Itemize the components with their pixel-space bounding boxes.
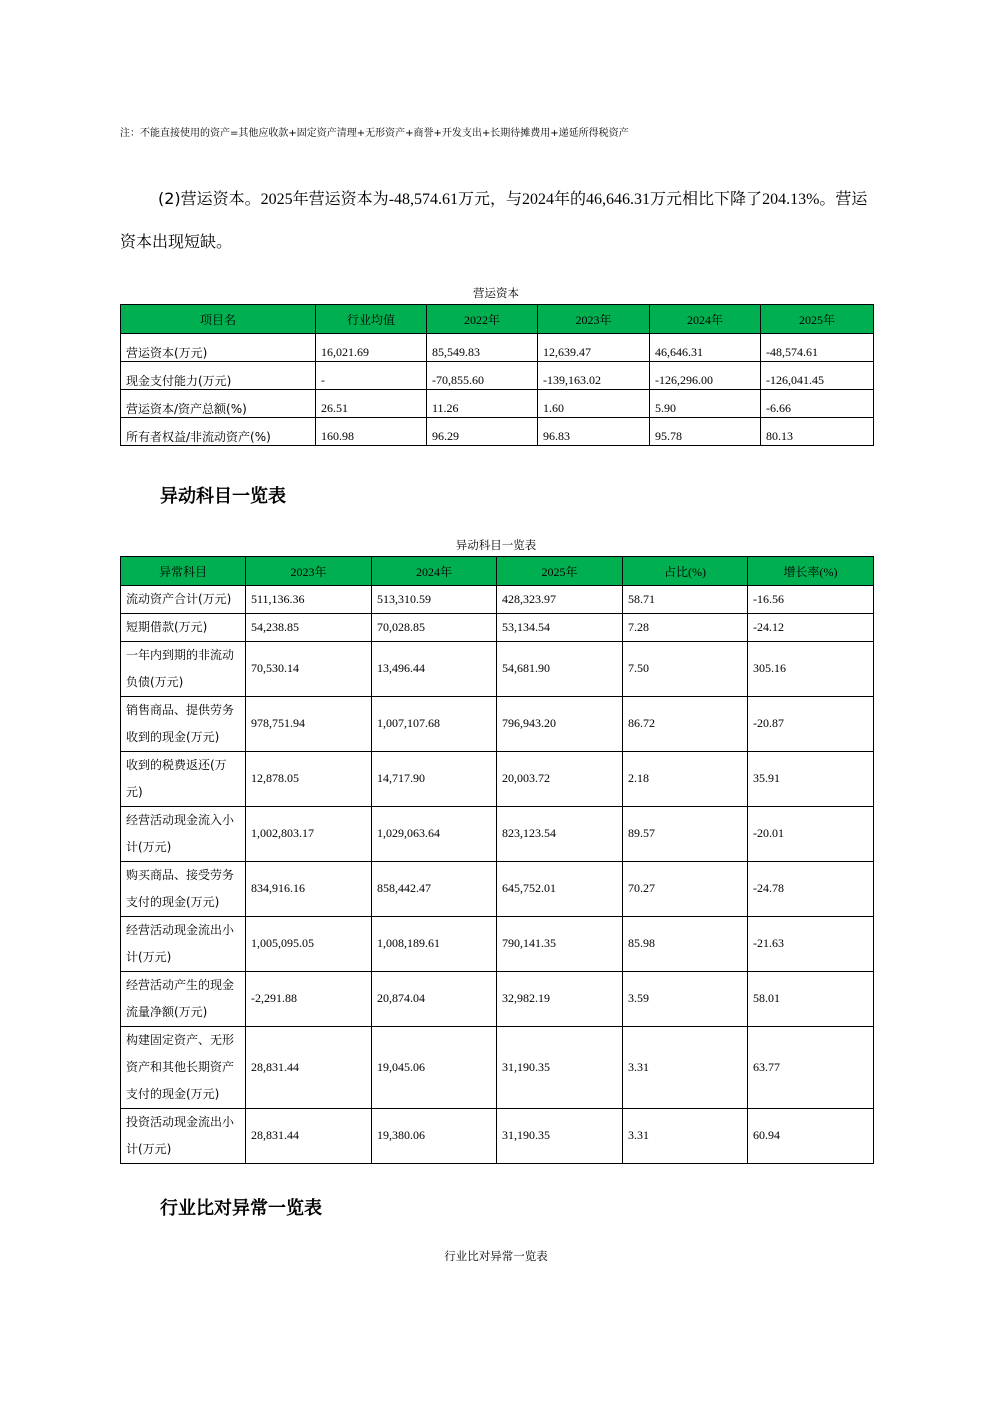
row-label: 购买商品、接受劳务支付的现金(万元) xyxy=(121,862,246,917)
header-cell: 2023年 xyxy=(246,557,372,586)
header-cell: 异常科目 xyxy=(121,557,246,586)
table-row xyxy=(121,362,874,390)
cell: 28,831.44 xyxy=(246,1027,372,1109)
cell: -16.56 xyxy=(748,586,874,614)
table-row xyxy=(121,1027,874,1109)
cell: 5.90 xyxy=(650,390,761,418)
cell: 978,751.94 xyxy=(246,697,372,752)
row-label: 所有者权益/非流动资产(%) xyxy=(121,418,316,446)
cell: 160.98 xyxy=(316,418,427,446)
cell: -20.87 xyxy=(748,697,874,752)
row-label: 一年内到期的非流动负债(万元) xyxy=(121,642,246,697)
working-capital-table xyxy=(120,304,874,446)
cell: 823,123.54 xyxy=(497,807,623,862)
table-row xyxy=(121,972,874,1027)
cell: 31,190.35 xyxy=(497,1109,623,1164)
cell: 3.31 xyxy=(623,1109,748,1164)
header-cell: 2024年 xyxy=(372,557,497,586)
table-row xyxy=(121,334,874,362)
cell: 645,752.01 xyxy=(497,862,623,917)
row-label: 经营活动现金流出小计(万元) xyxy=(121,917,246,972)
cell: 54,681.90 xyxy=(497,642,623,697)
cell: -20.01 xyxy=(748,807,874,862)
cell: 2.18 xyxy=(623,752,748,807)
cell: 70,530.14 xyxy=(246,642,372,697)
cell: 858,442.47 xyxy=(372,862,497,917)
table2-caption: 异动科目一览表 xyxy=(455,538,537,552)
cell: 96.83 xyxy=(538,418,650,446)
table-row xyxy=(121,752,874,807)
cell: -24.78 xyxy=(748,862,874,917)
table-row xyxy=(121,697,874,752)
para-prefix: (2)营运资本。 xyxy=(158,189,261,208)
working-capital-paragraph xyxy=(120,178,872,263)
header-cell: 2025年 xyxy=(761,305,874,334)
header-cell: 占比(%) xyxy=(623,557,748,586)
cell: 1,029,063.64 xyxy=(372,807,497,862)
cell: 70.27 xyxy=(623,862,748,917)
cell: -126,296.00 xyxy=(650,362,761,390)
row-label: 现金支付能力(万元) xyxy=(121,362,316,390)
cell: 86.72 xyxy=(623,697,748,752)
row-label: 投资活动现金流出小计(万元) xyxy=(121,1109,246,1164)
cell: 96.29 xyxy=(427,418,538,446)
table3-caption: 行业比对异常一览表 xyxy=(444,1249,548,1263)
row-label: 收到的税费返还(万元) xyxy=(121,752,246,807)
cell: - xyxy=(316,362,427,390)
cell: -70,855.60 xyxy=(427,362,538,390)
cell: 20,003.72 xyxy=(497,752,623,807)
cell: 35.91 xyxy=(748,752,874,807)
cell: 46,646.31 xyxy=(650,334,761,362)
para-percent: 204.13% xyxy=(762,191,820,208)
cell: 16,021.69 xyxy=(316,334,427,362)
header-cell: 项目名 xyxy=(121,305,316,334)
cell: 1,005,095.05 xyxy=(246,917,372,972)
asset-note: 注：不能直接使用的资产=其他应收款+固定资产清理+无形资产+商誉+开发支出+长期待摊费用+递延所得税资产 xyxy=(120,128,629,139)
para-value2: 46,646.31 xyxy=(586,191,651,208)
cell: 834,916.16 xyxy=(246,862,372,917)
cell: -24.12 xyxy=(748,614,874,642)
table-row xyxy=(121,642,874,697)
cell: 19,045.06 xyxy=(372,1027,497,1109)
row-label: 经营活动现金流入小计(万元) xyxy=(121,807,246,862)
cell: 28,831.44 xyxy=(246,1109,372,1164)
cell: 63.77 xyxy=(748,1027,874,1109)
row-label: 营运资本/资产总额(%) xyxy=(121,390,316,418)
table-row xyxy=(121,807,874,862)
section-heading-industry: 行业比对异常一览表 xyxy=(160,1198,322,1219)
table1-caption: 营运资本 xyxy=(473,286,519,300)
cell: 20,874.04 xyxy=(372,972,497,1027)
cell: 70,028.85 xyxy=(372,614,497,642)
cell: 58.71 xyxy=(623,586,748,614)
table-header-row xyxy=(121,305,874,334)
cell: 790,141.35 xyxy=(497,917,623,972)
cell: 89.57 xyxy=(623,807,748,862)
cell: 58.01 xyxy=(748,972,874,1027)
cell: 95.78 xyxy=(650,418,761,446)
cell: 13,496.44 xyxy=(372,642,497,697)
cell: 3.59 xyxy=(623,972,748,1027)
row-label: 销售商品、提供劳务收到的现金(万元) xyxy=(121,697,246,752)
cell: 1,002,803.17 xyxy=(246,807,372,862)
cell: 7.28 xyxy=(623,614,748,642)
para-year2: 2024 xyxy=(522,191,555,208)
cell: 1.60 xyxy=(538,390,650,418)
cell: 12,878.05 xyxy=(246,752,372,807)
header-cell: 行业均值 xyxy=(316,305,427,334)
header-cell: 2023年 xyxy=(538,305,650,334)
row-label: 经营活动产生的现金流量净额(万元) xyxy=(121,972,246,1027)
para-text2: 万元，与 xyxy=(458,189,523,208)
cell: 3.31 xyxy=(623,1027,748,1109)
table-row xyxy=(121,862,874,917)
cell: -21.63 xyxy=(748,917,874,972)
cell: 32,982.19 xyxy=(497,972,623,1027)
table-row xyxy=(121,586,874,614)
row-label: 构建固定资产、无形资产和其他长期资产支付的现金(万元) xyxy=(121,1027,246,1109)
cell: 85,549.83 xyxy=(427,334,538,362)
para-text4: 万元相比下降了 xyxy=(650,189,763,208)
cell: 26.51 xyxy=(316,390,427,418)
row-label: 营运资本(万元) xyxy=(121,334,316,362)
anomaly-table xyxy=(120,556,874,1164)
cell: -126,041.45 xyxy=(761,362,874,390)
section-heading-anomalies: 异动科目一览表 xyxy=(160,486,286,507)
cell: -6.66 xyxy=(761,390,874,418)
header-cell: 增长率(%) xyxy=(748,557,874,586)
cell: 1,007,107.68 xyxy=(372,697,497,752)
cell: 305.16 xyxy=(748,642,874,697)
cell: 7.50 xyxy=(623,642,748,697)
cell: 60.94 xyxy=(748,1109,874,1164)
para-year1: 2025 xyxy=(260,191,293,208)
cell: 14,717.90 xyxy=(372,752,497,807)
table-header-row xyxy=(121,557,874,586)
table-row xyxy=(121,390,874,418)
header-cell: 2022年 xyxy=(427,305,538,334)
cell: 12,639.47 xyxy=(538,334,650,362)
cell: 19,380.06 xyxy=(372,1109,497,1164)
para-value1: -48,574.61 xyxy=(388,191,459,208)
cell: 85.98 xyxy=(623,917,748,972)
table-row xyxy=(121,1109,874,1164)
para-text3: 年的 xyxy=(554,189,587,208)
header-cell: 2024年 xyxy=(650,305,761,334)
cell: 80.13 xyxy=(761,418,874,446)
cell: 511,136.36 xyxy=(246,586,372,614)
cell: -48,574.61 xyxy=(761,334,874,362)
para-text5: 。营运资本出现短缺。 xyxy=(120,189,868,251)
cell: 513,310.59 xyxy=(372,586,497,614)
cell: -139,163.02 xyxy=(538,362,650,390)
table-row xyxy=(121,917,874,972)
row-label: 流动资产合计(万元) xyxy=(121,586,246,614)
table-row xyxy=(121,418,874,446)
para-text1: 年营运资本为 xyxy=(292,189,389,208)
header-cell: 2025年 xyxy=(497,557,623,586)
cell: 1,008,189.61 xyxy=(372,917,497,972)
cell: -2,291.88 xyxy=(246,972,372,1027)
cell: 54,238.85 xyxy=(246,614,372,642)
row-label: 短期借款(万元) xyxy=(121,614,246,642)
cell: 31,190.35 xyxy=(497,1027,623,1109)
cell: 11.26 xyxy=(427,390,538,418)
table-row xyxy=(121,614,874,642)
cell: 428,323.97 xyxy=(497,586,623,614)
cell: 796,943.20 xyxy=(497,697,623,752)
cell: 53,134.54 xyxy=(497,614,623,642)
